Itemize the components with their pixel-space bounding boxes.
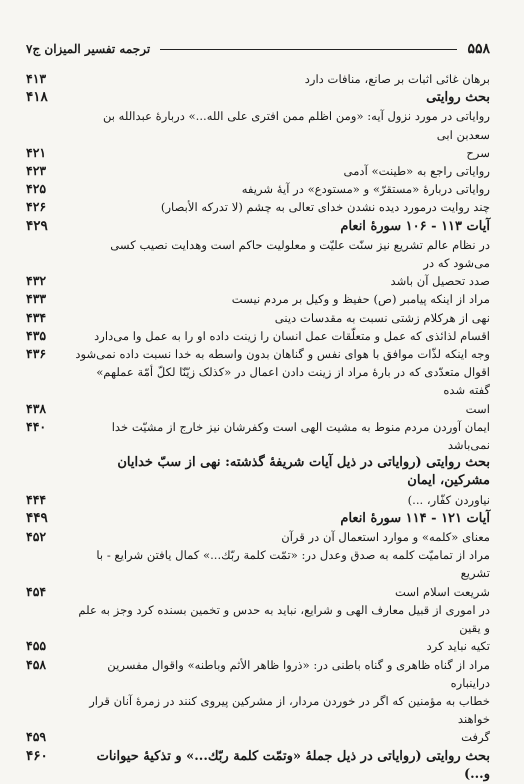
toc-page-number: ۴۳۲ [26, 273, 47, 289]
toc-section-heading [26, 747, 490, 784]
toc-page-number: ۴۴۰ [26, 418, 47, 434]
toc-page-number: ۴۳۸ [26, 400, 47, 416]
toc-page-number: ۴۴۹ [26, 509, 48, 526]
toc-page-number: ۴۵۸ [26, 656, 47, 672]
toc-entry [26, 546, 490, 582]
toc-entry [26, 70, 490, 88]
toc-entry-text: آیات ۱۲۱ - ۱۱۴ سورهٔ انعام [340, 510, 490, 526]
toc-page-number: ۴۲۶ [26, 199, 47, 215]
toc-entry-text: چند روایت درمورد دیده نشدن خدای تعالی به چشم (لا تدرکه الأبصار) [160, 200, 490, 215]
toc-entry [26, 272, 490, 290]
toc-page-number: ۴۱۸ [26, 89, 48, 106]
page-header [26, 36, 490, 62]
toc-entry [26, 528, 490, 546]
toc-entry-text: در اموری از قبیل معارف الهی و شرایع، نباید به حدس و تخمین بسنده کرد وجز به علم و یقین [78, 602, 490, 636]
toc-entry [26, 236, 490, 272]
toc-entry [26, 327, 490, 345]
toc-entry-text: تکیه نباید کرد [426, 639, 490, 654]
toc-page-number: ۴۱۳ [26, 71, 47, 86]
toc-entry-text: بحث روایتی (روایاتی در ذیل جملهٔ «وتمّت کلمة ربّك...» و تذکیهٔ حیوانات و...) [96, 748, 490, 782]
toc-entry [26, 290, 490, 308]
toc-entry-text: معنای «کلمه» و موارد استعمال آن در قرآن [281, 530, 490, 545]
toc-entry [26, 583, 490, 601]
toc-page-number: ۴۵۹ [26, 729, 47, 745]
toc-entry-text: اقسام لذائذی که عمل و متعلّقات عمل انسان را زینت داده او را به عمل وا می‌دارد [94, 328, 490, 343]
toc-page-number: ۴۳۴ [26, 309, 47, 325]
toc-entry [26, 180, 490, 198]
table-of-contents [26, 70, 490, 784]
toc-entry-text: نیاوردن کفّار، ...) [407, 492, 490, 507]
toc-entry-text: بحث روایتی [426, 90, 490, 106]
toc-entry-text: ایمان آوردن مردم منوط به مشیت الهی است وکفرشان نیز خارج از مشیّت خدا نمی‌باشد [111, 419, 490, 453]
toc-entry-text: شریعت اسلام است [394, 584, 490, 599]
toc-entry [26, 309, 490, 327]
toc-page-number: ۴۲۳ [26, 163, 47, 179]
toc-page-number: ۴۵۵ [26, 638, 47, 654]
toc-entry-text: برهان غائی اثبات بر صانع، منافات دارد [304, 72, 490, 86]
toc-section-heading [26, 88, 490, 107]
page-number: ۵۵۸ [467, 41, 490, 57]
toc-section-heading [26, 509, 490, 528]
toc-entry [26, 107, 490, 143]
toc-page-number: ۴۵۴ [26, 583, 47, 599]
running-title: ترجمه تفسیر المیزان ج۷ [26, 42, 151, 56]
toc-entry-text: است [465, 401, 490, 416]
toc-entry [26, 637, 490, 655]
toc-entry [26, 162, 490, 180]
toc-page-number: ۴۲۵ [26, 181, 47, 197]
toc-entry-text: بحث روایتی (روایاتی در ذیل آیات شریفهٔ گذشته: نهی از سبّ خدایان مشرکین، ایمان [117, 455, 490, 489]
toc-entry-text: روایاتی در مورد نزول آیه: «ومن اظلم ممن افتری علی الله...» دربارهٔ عبدالله بن سعدبن ابی [102, 109, 490, 142]
toc-entry-text: روایاتی دربارهٔ «مستقرّ» و «مستودع» در آیهٔ شریفه [241, 182, 490, 197]
toc-entry-text: وجه اینکه لذّات موافق با هوای نفس و گناهان بدون واسطه به خدا نسبت داده نمی‌شود [75, 347, 490, 362]
toc-entry-text: اقوال متعدّدی که در بارهٔ مراد از زینت دادن اعمال در «کذلک زیّنّا لکلّ أمّة عملهم» گفته شده [96, 365, 490, 398]
toc-entry [26, 656, 490, 692]
toc-page-number: ۴۵۲ [26, 529, 47, 545]
toc-entry-text: خطاب به مؤمنین که اگر در خوردن مردار، از مشرکین پیروی کنند در زمرهٔ آنان قرار خواهند [89, 693, 490, 727]
toc-entry [26, 601, 490, 637]
toc-entry-text: آیات ۱۱۳ - ۱۰۶ سورهٔ انعام [340, 218, 490, 234]
toc-entry [26, 198, 490, 216]
toc-entry [26, 491, 490, 509]
toc-page-number: ۴۲۱ [26, 144, 47, 160]
toc-entry [26, 692, 490, 728]
header-rule [160, 49, 457, 50]
toc-entry-text: نهی از هرکلام زشتی نسبت به مقدسات دینی [274, 310, 490, 325]
toc-page-number: ۴۶۰ [26, 747, 48, 764]
toc-page-number: ۴۳۶ [26, 346, 47, 362]
toc-page-number: ۴۲۹ [26, 217, 48, 234]
toc-section-heading [26, 217, 490, 236]
toc-entry-text: روایاتی راجع به «طینت» آدمی [343, 164, 490, 179]
toc-page-number: ۴۳۳ [26, 291, 47, 307]
toc-page-number: ۴۴۴ [26, 491, 47, 507]
toc-section-heading [26, 454, 490, 490]
toc-entry-text: در نظام عالم تشریع نیز سنّت علیّت و معلولیت حاکم است وهدایت نصیب کسی می‌شود که در [110, 237, 490, 271]
toc-entry-text: مراد از تمامیّت کلمه به صدق وعدل در: «تمّت کلمة ربّك...» کمال یافتن شرایع - با تشریع [96, 548, 490, 581]
toc-entry-text: گرفت [461, 730, 490, 745]
toc-entry-text: سرح [466, 145, 490, 160]
toc-entry-text: صدد تحصیل آن باشد [390, 274, 490, 289]
toc-entry [26, 400, 490, 418]
toc-entry [26, 363, 490, 399]
toc-entry [26, 144, 490, 162]
toc-entry [26, 345, 490, 363]
toc-entry [26, 728, 490, 746]
toc-entry-text: مراد از گناه ظاهری و گناه باطنی در: «ذروا ظاهر الأثم وباطنه» واقوال مفسرین دراینباره [107, 657, 490, 690]
toc-entry-text: مراد از اینکه پیامبر (ص) حفیظ و وکیل بر مردم نیست [231, 292, 490, 307]
toc-page-number: ۴۳۵ [26, 327, 47, 343]
toc-entry [26, 418, 490, 454]
